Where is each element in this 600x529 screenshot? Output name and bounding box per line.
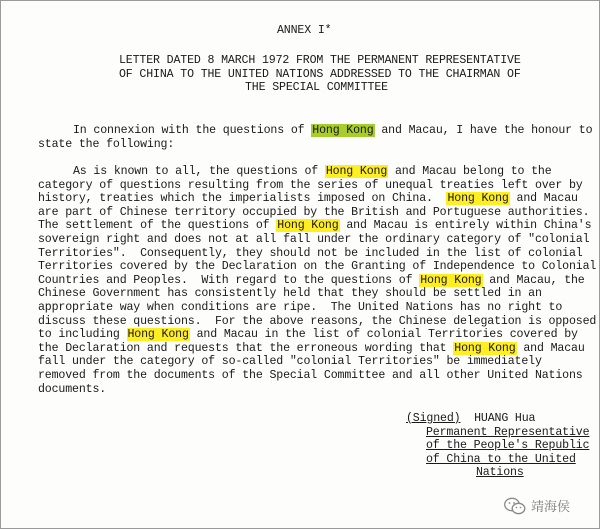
body-text: the Declaration and requests that the erroneous wording that [38,341,454,355]
watermark-text: 靖海侯 [531,500,571,515]
body-text: The settlement of the questions of [38,219,277,233]
highlight-hong-kong: Hong Kong [420,273,482,287]
signatory-title-line: Nations [476,466,524,480]
body-text: and Macau is entirely within China's [339,219,592,233]
highlight-hong-kong: Hong Kong [325,165,388,178]
highlight-hong-kong: Hong Kong [127,328,189,342]
signatory-title-line: Permanent Representative [426,425,590,439]
body-paragraph [38,165,596,396]
wechat-icon [504,497,526,515]
body-text: Countries and Peoples. With regard to the questions of [38,273,420,287]
body-text: appropriate way when conditions are ripe. The United Nations has no right to [38,300,563,314]
signed-label: (Signed) [406,412,461,425]
highlight-hong-kong: Hong Kong [312,124,374,137]
annex-heading: ANNEX I* [277,24,332,37]
body-text: and Macau [516,341,585,355]
intro-text: state the following: [38,137,175,151]
signatory-name: HUANG Hua [460,412,536,425]
body-text: category of questions resulting from the series of unequal treaties left over by [38,178,583,192]
intro-text: In connexion with the questions of [73,124,312,137]
title-line: OF CHINA TO THE UNITED NATIONS ADDRESSED TO THE CHAIRMAN OF [119,67,521,81]
body-text: are part of Chinese territory occupied by the British and Portuguese authorities. [38,205,590,219]
body-text: and Macau in the list of colonial Territories covered by [189,328,578,342]
signatory-title-line: of China to the United [426,452,576,466]
body-text: Territories covered by the Declaration on the Granting of Independence to Colonial [38,260,597,274]
body-text: to including [38,328,127,342]
body-text: Chinese Government has consistently held that they should be settled in an [38,287,542,301]
body-text: and Macau belong to the [388,165,552,178]
body-text: and Macau, the [482,273,585,287]
body-text: As is known to all, the questions of [73,165,325,178]
title-line: LETTER DATED 8 MARCH 1972 FROM THE PERMANENT REPRESENTATIVE [119,54,521,67]
body-text: and Macau [509,192,578,206]
letter-title [119,54,521,95]
body-text: documents. [38,382,107,396]
body-text: removed from the documents of the Special Committee and all other United Nations [38,368,583,382]
signatory-title-line: of the People's Republic [426,439,590,453]
intro-text: and Macau, I have the honour to [374,124,593,137]
intro-paragraph [38,124,592,151]
title-line: THE SPECIAL COMMITTEE [245,81,388,95]
highlight-hong-kong: Hong Kong [277,219,339,233]
body-text: fall under the category of so-called "colonial Territories" be immediately [38,355,542,369]
body-text: discuss these questions. For the above reasons, the Chinese delegation is opposed [38,314,597,328]
body-text: Territories". Consequently, they should not be included in the list of colonial [38,246,583,260]
body-text: sovereign right and does not at all fall under the ordinary category of "colonial [38,232,590,246]
signature-block [406,412,589,480]
highlight-hong-kong: Hong Kong [447,192,509,206]
highlight-hong-kong: Hong Kong [454,341,516,355]
body-text: history, treaties which the imperialists imposed on China. [38,192,447,206]
watermark [504,496,570,515]
